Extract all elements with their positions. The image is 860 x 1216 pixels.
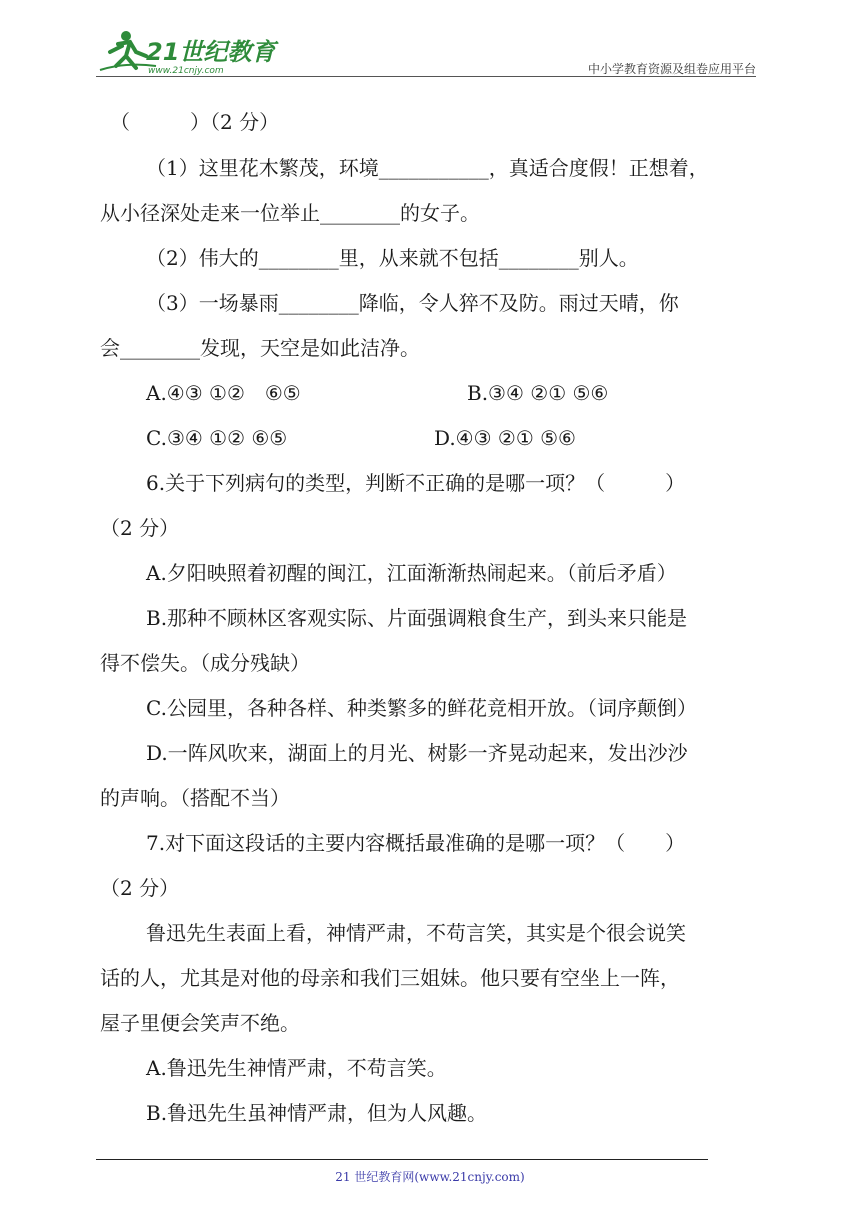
text-line: （ ）（2 分） <box>110 110 280 134</box>
text-line: 得不偿失。（成分残缺） <box>100 651 310 675</box>
page-header <box>96 26 756 78</box>
header-divider <box>96 76 756 77</box>
text-line: A.鲁迅先生神情严肃，不苟言笑。 <box>146 1056 447 1080</box>
logo-text: 21世纪教育 <box>146 38 276 66</box>
footer-text: 21 世纪教育网(www.21cnjy.com) <box>335 1170 525 1184</box>
option-c: C.③④ ①② ⑥⑤ <box>146 426 288 450</box>
option-d: D.④③ ②① ⑤⑥ <box>434 426 576 450</box>
text-line: 从小径深处走来一位举止________的女子。 <box>100 201 480 225</box>
text-line: 屋子里便会笑声不绝。 <box>100 1011 300 1035</box>
text-line: 话的人，尤其是对他的母亲和我们三姐妹。他只要有空坐上一阵， <box>100 966 680 990</box>
text-line: B.鲁迅先生虽神情严肃，但为人风趣。 <box>146 1101 488 1125</box>
option-a: A.④③ ①② ⑥⑤ <box>146 381 301 405</box>
question-6: 6.关于下列病句的类型，判断不正确的是哪一项？（ ） <box>146 471 686 495</box>
text-line: （2）伟大的________里，从来就不包括________别人。 <box>146 246 639 270</box>
text-line: C.公园里，各种各样、种类繁多的鲜花竞相开放。（词序颠倒） <box>146 696 697 720</box>
text-line: A.夕阳映照着初醒的闽江，江面渐渐热闹起来。（前后矛盾） <box>146 561 677 585</box>
logo-url: www.21cnjy.com <box>148 66 224 76</box>
footer-divider <box>96 1159 708 1160</box>
option-b: B.③④ ②① ⑤⑥ <box>467 381 609 405</box>
platform-name: 中小学教育资源及组卷应用平台 <box>587 62 756 76</box>
text-line: （2 分） <box>100 516 180 540</box>
text-line: （3）一场暴雨________降临，令人猝不及防。雨过天晴，你 <box>146 291 679 315</box>
text-line: D.一阵风吹来，湖面上的月光、树影一齐晃动起来，发出沙沙 <box>146 741 688 765</box>
text-line: （1）这里花木繁茂，环境___________，真适合度假！正想着， <box>146 156 709 180</box>
text-line: （2 分） <box>100 876 180 900</box>
text-line: 会________发现，天空是如此洁净。 <box>100 336 420 360</box>
text-line: B.那种不顾林区客观实际、片面强调粮食生产，到头来只能是 <box>146 606 688 630</box>
text-line: 鲁迅先生表面上看，神情严肃，不苟言笑，其实是个很会说笑 <box>146 921 686 945</box>
question-7: 7.对下面这段话的主要内容概括最准确的是哪一项？（ ） <box>146 831 686 855</box>
21cnjy-logo <box>96 26 296 76</box>
text-line: 的声响。（搭配不当） <box>100 786 290 810</box>
